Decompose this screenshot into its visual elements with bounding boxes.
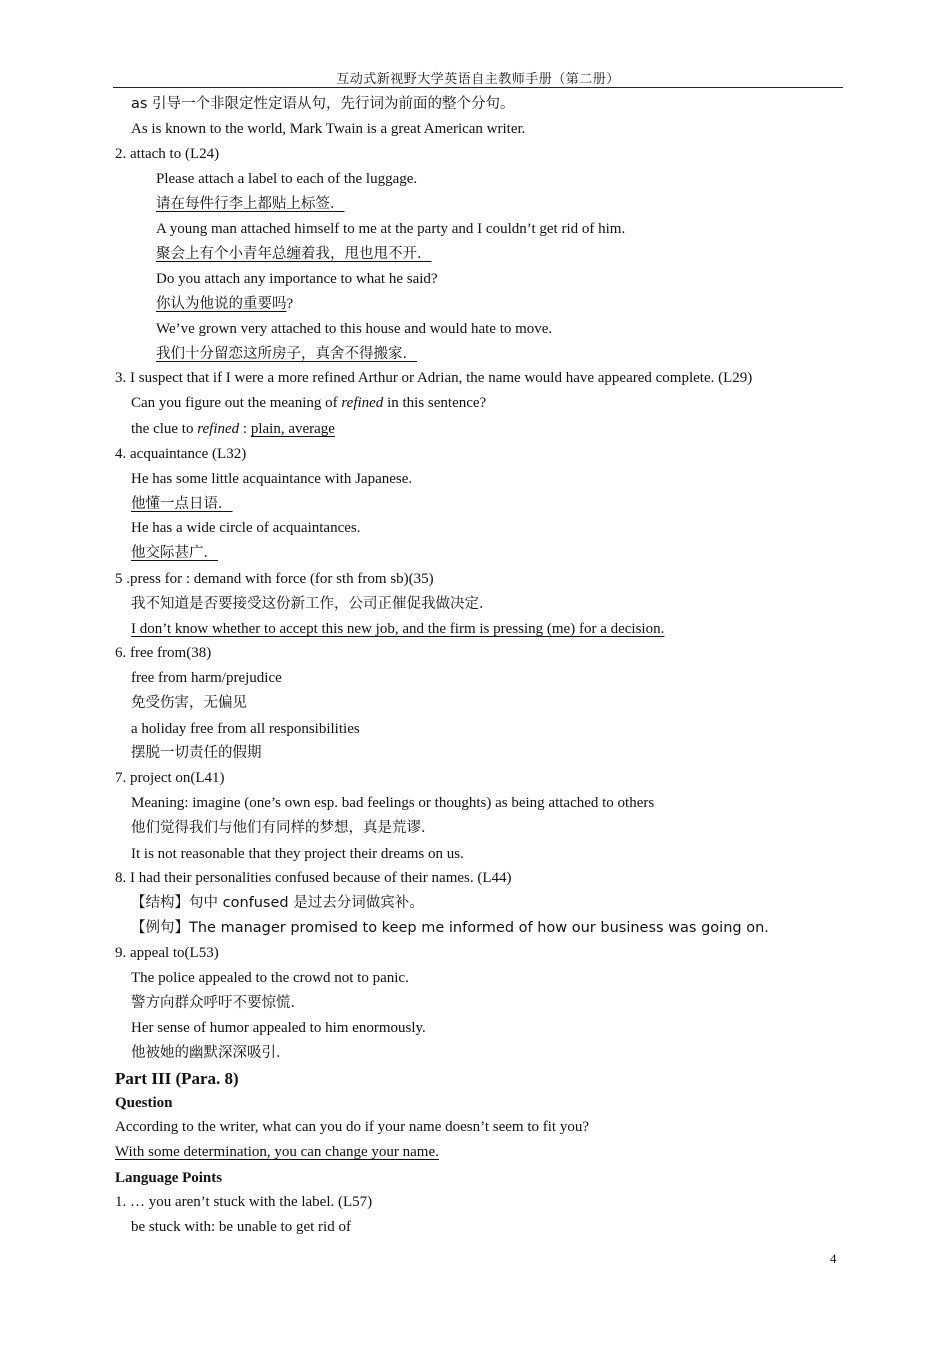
text-run: plain, average (250, 421, 335, 437)
text-run: as 引导一个非限定性定语从句，先行词为前面的整个分句。 (131, 96, 515, 112)
text-run: 2. attach to (L24) (115, 146, 220, 162)
text-line (131, 718, 360, 740)
text-line (115, 1068, 239, 1090)
text-line (131, 542, 218, 564)
text-line (131, 692, 247, 714)
text-line (131, 593, 494, 615)
text-run: 【例句】The manager promised to keep me informed of how our business was going on. (131, 920, 769, 936)
text-run: 我不知道是否要接受这份新工作，公司正催促我做决定． (131, 596, 494, 612)
text-run: 警方向群众呼吁不要惊慌． (131, 995, 305, 1011)
text-line (156, 193, 345, 215)
text-line (115, 1092, 173, 1114)
text-line (131, 1216, 351, 1238)
text-run: I don’t know whether to accept this new job, and the firm is pressing (me) for a decision. (131, 621, 665, 637)
text-line (131, 843, 464, 865)
text-run: 8. I had their personalities confused because of their names. (L44) (115, 870, 512, 886)
text-line (156, 318, 552, 340)
text-run: be stuck with: be unable to get rid of (131, 1219, 351, 1235)
text-line (115, 568, 434, 590)
text-run: Can you figure out the meaning of (131, 395, 342, 411)
text-run: Please attach a label to each of the luggage. (156, 171, 418, 187)
text-run: We’ve grown very attached to this house and would hate to move. (156, 321, 553, 337)
page-number: 4 (830, 1251, 837, 1266)
text-line (115, 1116, 589, 1138)
text-run: 他懂一点日语． (131, 496, 233, 512)
text-run: the clue to (131, 421, 198, 437)
text-line (131, 418, 335, 440)
text-run: 你认为他说的重要吗 (156, 296, 287, 312)
text-line (131, 493, 233, 515)
text-line (115, 867, 512, 889)
text-line (115, 1167, 222, 1189)
text-run: : (239, 421, 251, 437)
text-line (131, 1042, 291, 1064)
text-run: in this sentence? (383, 395, 487, 411)
header-rule (113, 87, 843, 88)
text-run: A young man attached himself to me at the party and I couldn’t get rid of him. (156, 221, 626, 237)
text-line (115, 1191, 372, 1213)
text-line (131, 392, 486, 414)
text-line (156, 293, 293, 315)
text-run: With some determination, you can change your name. (115, 1144, 439, 1160)
text-run: According to the writer, what can you do if your name doesn’t seem to fit you? (115, 1119, 589, 1135)
text-line (131, 618, 664, 640)
text-run: Meaning: imagine (one’s own esp. bad feelings or thoughts) as being attached to others (131, 795, 655, 811)
text-run: 摆脱一切责任的假期 (131, 745, 262, 761)
text-line (115, 143, 219, 165)
text-run: 4. acquaintance (L32) (115, 446, 247, 462)
text-run: refined (197, 421, 240, 437)
text-run: 免受伤害，无偏见 (131, 695, 247, 711)
text-run: It is not reasonable that they project their dreams on us. (131, 846, 464, 862)
text-run: 聚会上有个小青年总缠着我，甩也甩不开． (156, 246, 432, 262)
text-line (131, 742, 262, 764)
text-run: 他交际甚广． (131, 545, 218, 561)
text-line (131, 667, 282, 689)
text-line (131, 118, 525, 140)
text-run: Do you attach any importance to what he said? (156, 271, 438, 287)
text-run: As is known to the world, Mark Twain is a great American writer. (131, 121, 526, 137)
text-run: Part III (Para. 8) (115, 1069, 239, 1088)
text-line (131, 992, 305, 1014)
text-line (131, 1017, 426, 1039)
text-run: 5 .press for : demand with force (for sth from sb)(35) (115, 571, 434, 587)
text-run: Her sense of humor appealed to him enormously. (131, 1020, 426, 1036)
text-run: a holiday free from all responsibilities (131, 721, 360, 737)
text-run: Question (115, 1095, 173, 1111)
text-line (115, 1141, 439, 1163)
text-run: 【结构】句中 confused 是过去分词做宾补。 (131, 895, 424, 911)
text-line (131, 967, 409, 989)
text-run: free from harm/prejudice (131, 670, 282, 686)
text-line (156, 268, 438, 290)
text-line (115, 942, 219, 964)
text-line (156, 218, 625, 240)
text-run: 他们觉得我们与他们有同样的梦想，真是荒谬． (131, 820, 436, 836)
text-run: 请在每件行李上都贴上标签． (156, 196, 345, 212)
text-run: 我们十分留恋这所房子，真舍不得搬家． (156, 346, 417, 362)
text-run: ? (286, 296, 294, 312)
text-run: 6. free from(38) (115, 645, 212, 661)
text-run: He has a wide circle of acquaintances. (131, 520, 361, 536)
text-run: The police appealed to the crowd not to panic. (131, 970, 409, 986)
text-line (156, 343, 417, 365)
text-run: He has some little acquaintance with Japanese. (131, 471, 413, 487)
text-line (115, 367, 752, 389)
text-run: 9. appeal to(L53) (115, 945, 219, 961)
text-line (131, 892, 424, 914)
running-header: 互动式新视野大学英语自主教师手册（第二册） (336, 71, 620, 86)
text-run: 3. I suspect that if I were a more refined Arthur or Adrian, the name would have appeared complete. (L29) (115, 370, 753, 386)
text-run: 他被她的幽默深深吸引． (131, 1045, 291, 1061)
text-line (115, 443, 246, 465)
text-line (131, 792, 654, 814)
text-run: 1. … you aren’t stuck with the label. (L57) (115, 1194, 373, 1210)
text-line (115, 642, 211, 664)
text-run: Language Points (115, 1170, 223, 1186)
text-line (131, 93, 515, 115)
text-line (131, 468, 412, 490)
text-line (156, 168, 417, 190)
text-line (115, 767, 225, 789)
text-line (131, 917, 769, 939)
text-line (156, 243, 432, 265)
text-run: refined (341, 395, 384, 411)
text-run: 7. project on(L41) (115, 770, 225, 786)
text-line (131, 817, 436, 839)
text-line (131, 517, 360, 539)
